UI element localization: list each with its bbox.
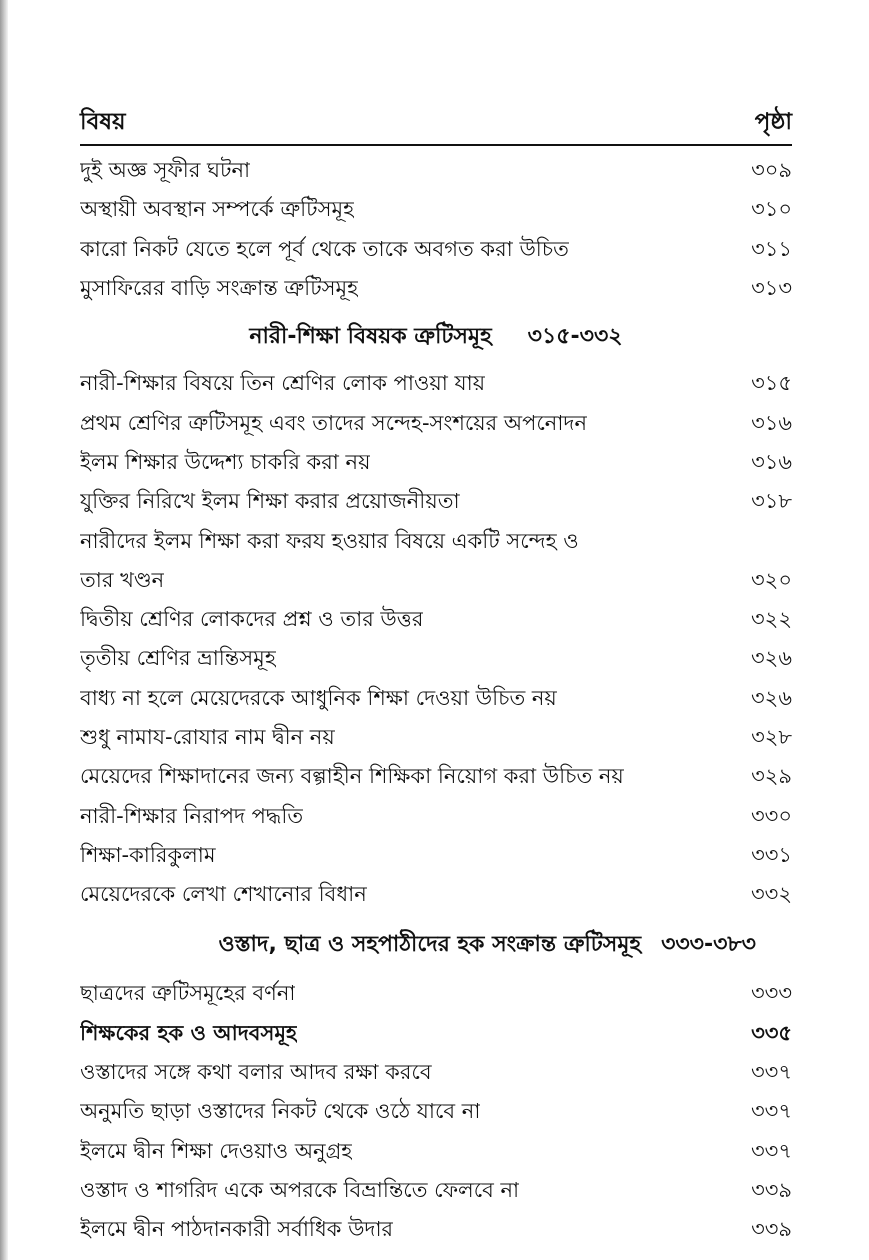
entry-page-number: ৩২০ (751, 567, 792, 592)
toc-entry (80, 365, 792, 404)
toc-entry (80, 1211, 792, 1250)
toc-entry (80, 191, 792, 230)
entry-title: অস্থায়ী অবস্থান সম্পর্কে ত্রুটিসমূহ (80, 197, 355, 222)
entry-page-number: ৩২৯ (751, 764, 792, 789)
toc-entry (80, 483, 792, 522)
toc-entry (80, 975, 792, 1014)
toc-entry (80, 601, 792, 640)
section-heading-teacher-student-rights (80, 915, 792, 975)
toc-entry-wrapped-line1 (80, 522, 792, 561)
entry-page-number: ৩০৯ (751, 158, 792, 183)
entry-title: দ্বিতীয় শ্রেণির লোকদের প্রশ্ন ও তার উত্তর (80, 607, 424, 632)
entry-page-number: ৩১৬ (751, 449, 792, 474)
entry-page-number: ৩২৬ (751, 685, 792, 710)
entry-title: ওস্তাদের সঙ্গে কথা বলার আদব রক্ষা করবে (80, 1060, 432, 1085)
page-column-label: পৃষ্ঠা (754, 109, 792, 135)
toc-entry (80, 876, 792, 915)
toc-entry (80, 640, 792, 679)
entry-page-number: ৩১৫ (751, 371, 792, 396)
entry-page-number: ৩২৮ (751, 725, 792, 749)
entry-title: ইলমে দ্বীন শিক্ষা দেওয়াও অনুগ্রহ (80, 1138, 353, 1163)
toc-entry (80, 837, 792, 876)
toc-entry (80, 719, 792, 758)
entry-page-number: ৩১১ (751, 236, 792, 261)
section-heading-women-education (80, 309, 792, 365)
entry-page-number: ৩৩৭ (751, 1060, 792, 1085)
entry-page-number: ৩৩৯ (751, 1217, 792, 1242)
entry-title: মুসাফিরের বাড়ি সংক্রান্ত ত্রুটিসমূহ (80, 276, 359, 301)
toc-entry (80, 404, 792, 443)
entry-title-continued: তার খণ্ডন (80, 567, 165, 592)
table-of-contents (80, 100, 792, 1250)
entry-title: মেয়েদেরকে লেখা শেখানোর বিধান (80, 882, 367, 907)
entry-title: ওস্তাদ ও শাগরিদ একে অপরকে বিভ্রান্তিতে ফেলবে না (80, 1177, 520, 1202)
entry-title: শিক্ষা-কারিকুলাম (80, 842, 216, 867)
entry-title: নারী-শিক্ষার নিরাপদ পদ্ধতি (80, 803, 304, 828)
entry-page-number: ৩৩৯ (751, 1177, 792, 1202)
entry-page-number: ৩৩২ (751, 882, 792, 907)
toc-entry (80, 1054, 792, 1093)
entry-title: বাধ্য না হলে মেয়েদেরকে আধুনিক শিক্ষা দেওয়া উচিত নয় (80, 685, 557, 710)
entry-page-number: ৩৩১ (751, 842, 792, 867)
toc-entry-wrapped-line2 (80, 562, 792, 601)
toc-entry (80, 1172, 792, 1211)
entry-page-number: ৩৩৩ (751, 981, 792, 1006)
entry-title: শিক্ষকের হক ও আদবসমূহ (80, 1020, 298, 1045)
toc-entry (80, 444, 792, 483)
section-page-range: ৩৩৩-৩৮৩ (661, 931, 756, 957)
book-page-edge (0, 0, 8, 1260)
entry-title: শুধু নামায-রোযার নাম দ্বীন নয় (80, 725, 335, 749)
toc-entry (80, 1093, 792, 1132)
entry-title: অনুমতি ছাড়া ওস্তাদের নিকট থেকে ওঠে যাবে না (80, 1099, 481, 1124)
toc-entry (80, 797, 792, 836)
entry-page-number: ৩৩৭ (751, 1138, 792, 1163)
toc-entry (80, 680, 792, 719)
entry-title: ইলমে দ্বীন পাঠদানকারী সর্বাধিক উদার (80, 1217, 394, 1242)
entry-title: কারো নিকট যেতে হলে পূর্ব থেকে তাকে অবগত করা উচিত (80, 236, 569, 261)
toc-header (80, 100, 792, 146)
entry-page-number: ৩৩০ (751, 803, 792, 828)
toc-entry (80, 1133, 792, 1172)
entry-page-number: ৩৩৫ (751, 1020, 792, 1045)
entry-title: নারী-শিক্ষার বিষয়ে তিন শ্রেণির লোক পাওয়া যায় (80, 371, 486, 396)
entry-title: দুই অজ্ঞ সূফীর ঘটনা (80, 158, 251, 183)
section-title: নারী-শিক্ষা বিষয়ক ত্রুটিসমূহ (249, 323, 492, 349)
toc-entry (80, 152, 792, 191)
entry-page-number: ৩২২ (751, 607, 792, 632)
entry-page-number: ৩২৬ (751, 646, 792, 671)
entry-page-number: ৩১৮ (751, 489, 792, 514)
entry-title: যুক্তির নিরিখে ইলম শিক্ষা করার প্রয়োজনীয়তা (80, 489, 460, 514)
entry-page-number: ৩১৩ (751, 276, 792, 301)
subject-column-label: বিষয় (80, 109, 126, 135)
entry-title: ইলম শিক্ষার উদ্দেশ্য চাকরি করা নয় (80, 449, 371, 474)
entry-title: তৃতীয় শ্রেণির ভ্রান্তিসমূহ (80, 646, 276, 671)
entry-title: প্রথম শ্রেণির ত্রুটিসমূহ এবং তাদের সন্দেহ-সংশয়ের অপনোদন (80, 410, 587, 435)
entry-page-number: ৩১৬ (751, 410, 792, 435)
toc-entry (80, 758, 792, 797)
entry-page-number: ৩১০ (751, 197, 792, 222)
entry-title: নারীদের ইলম শিক্ষা করা ফরয হওয়ার বিষয়ে একটি সন্দেহ ও (80, 528, 579, 553)
toc-entry (80, 231, 792, 270)
section-page-range: ৩১৫-৩৩২ (527, 323, 623, 349)
toc-entry (80, 270, 792, 309)
section-title: ওস্তাদ, ছাত্র ও সহপাঠীদের হক সংক্রান্ত ত্রুটিসমূহ (218, 931, 642, 957)
entry-page-number: ৩৩৭ (751, 1099, 792, 1124)
entry-title: ছাত্রদের ত্রুটিসমূহের বর্ণনা (80, 981, 296, 1006)
toc-entry-bold (80, 1015, 792, 1054)
entry-title: মেয়েদের শিক্ষাদানের জন্য বল্গাহীন শিক্ষিকা নিয়োগ করা উচিত নয় (80, 764, 624, 789)
